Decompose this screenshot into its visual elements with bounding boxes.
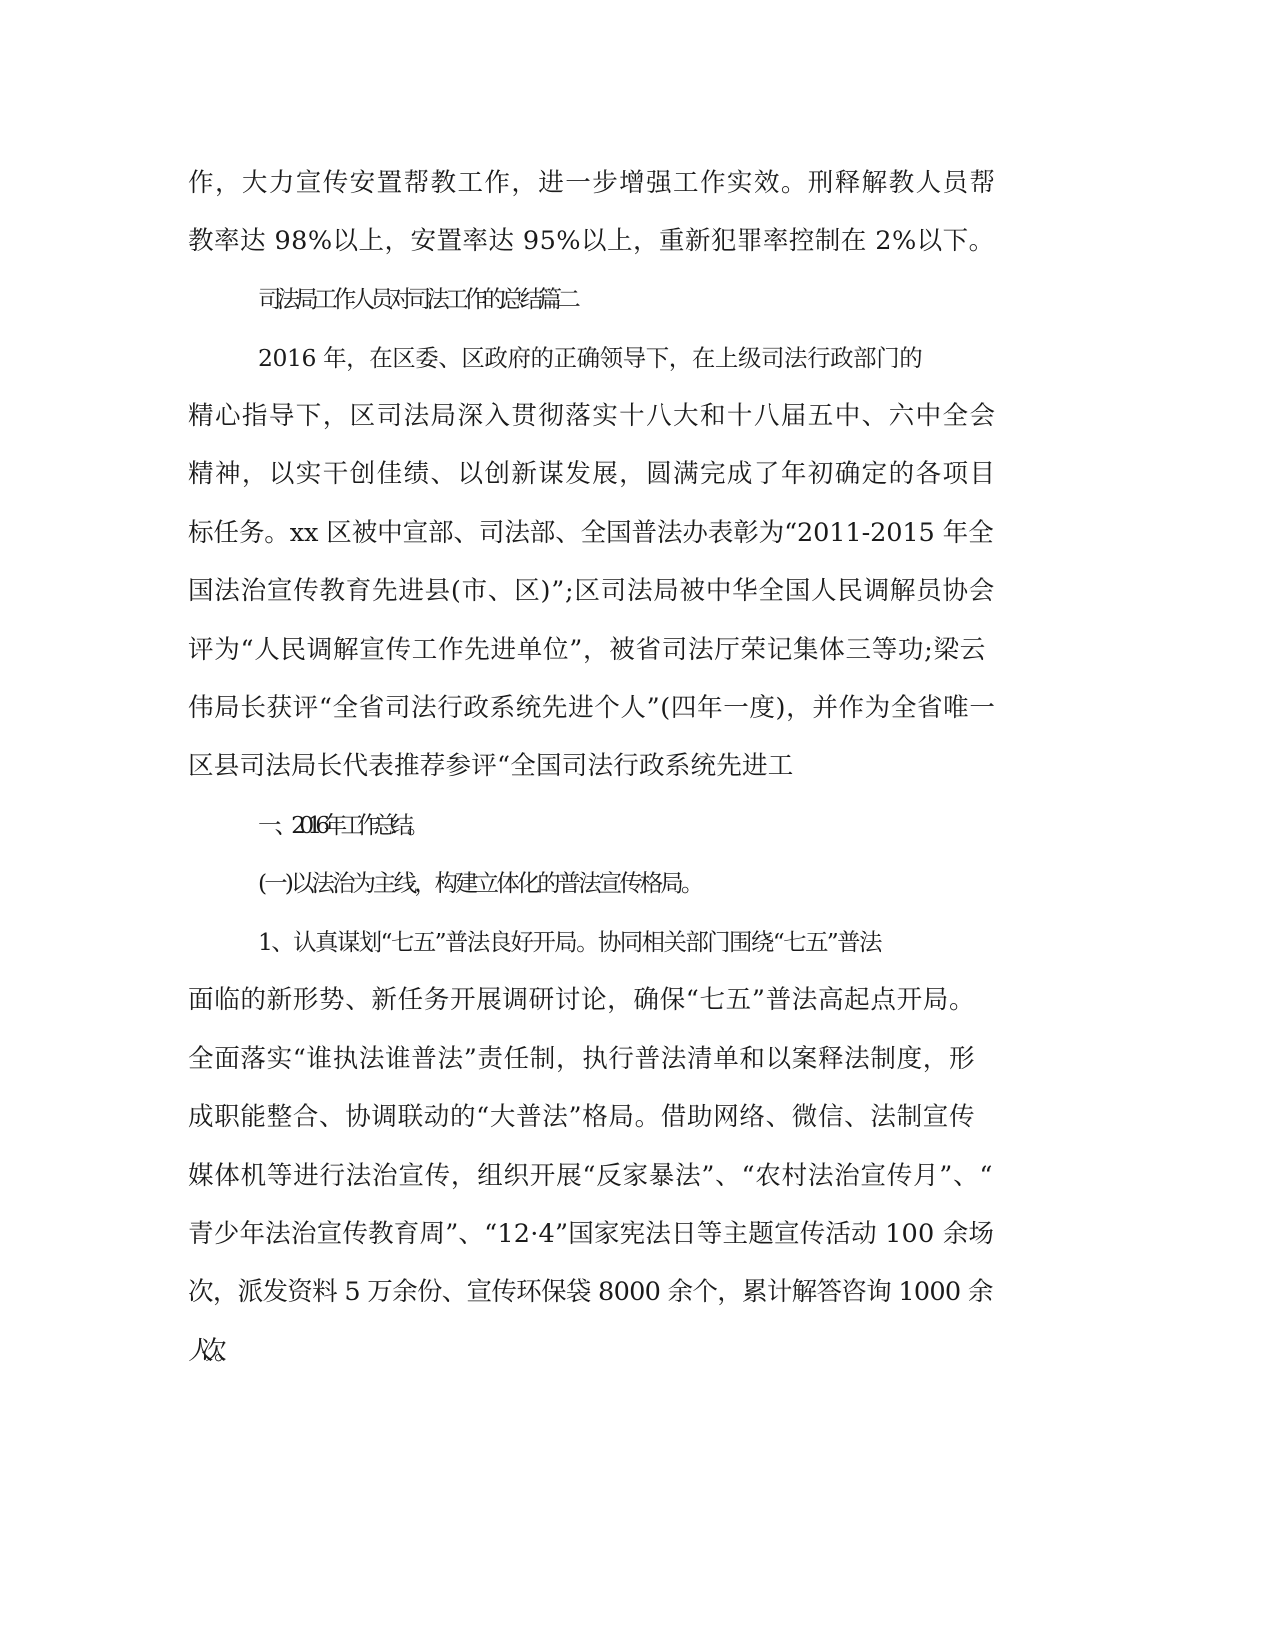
body-text-line: 次，派发资料 5 万余份、宣传环保袋 8000 余个，累计解答咨询 1000 余 <box>188 1277 993 1307</box>
body-text-line: 国法治宣传教育先进县(市、区)”;区司法局被中华全国人民调解员协会 <box>188 576 996 606</box>
body-text-line: 精心指导下，区司法局深入贯彻落实十八大和十八届五中、六中全会 <box>188 401 997 431</box>
body-text-line: 成职能整合、协调联动的“大普法”格局。借助网络、微信、法制宣传 <box>188 1102 976 1132</box>
paragraph-start: 1、认真谋划“七五”普法良好开局。协同相关部门围绕“七五”普法 <box>258 928 881 956</box>
body-text-line: 青少年法治宣传教育周”、“12·4”国家宪法日等主题宣传活动 100 余场 <box>188 1219 995 1249</box>
body-text-line: 教率达 98%以上，安置率达 95%以上，重新犯罪率控制在 2%以下。 <box>188 226 995 256</box>
body-text-line: 区县司法局长代表推荐参评“全国司法行政系统先进工 <box>188 751 794 781</box>
body-text-line: 面临的新形势、新任务开展调研讨论，确保“七五”普法高起点开局。 <box>188 985 976 1015</box>
paragraph-start: 2016 年，在区委、区政府的正确领导下，在上级司法行政部门的 <box>258 344 923 372</box>
body-text-line: 作，大力宣传安置帮教工作，进一步增强工作实效。刑释解教人员帮 <box>188 168 997 198</box>
body-text-line: 评为“人民调解宣传工作先进单位”，被省司法厅荣记集体三等功;梁云 <box>188 635 986 665</box>
section-heading: 一、2016 年工作总结。 <box>258 811 424 839</box>
subsection-heading: (一)以法治为主线，构建立体化的普法宣传格局。 <box>258 869 702 897</box>
body-text-line: 标任务。xx 区被中宣部、司法部、全国普法办表彰为“2011-2015 年全 <box>188 518 994 548</box>
body-text-line: 伟局长获评“全省司法行政系统先进个人”(四年一度)，并作为全省唯一 <box>188 693 996 723</box>
body-text-line: 人次。 <box>188 1336 227 1366</box>
section-heading: 司法局工作人员对司法工作的总结篇二 <box>258 285 577 313</box>
body-text-line: 媒体机等进行法治宣传，组织开展“反家暴法”、“农村法治宣传月”、“ <box>188 1161 994 1191</box>
body-text-line: 精神，以实干创佳绩、以创新谋发展，圆满完成了年初确定的各项目 <box>188 459 997 489</box>
body-text-line: 全面落实“谁执法谁普法”责任制，执行普法清单和以案释法制度，形 <box>188 1044 976 1074</box>
